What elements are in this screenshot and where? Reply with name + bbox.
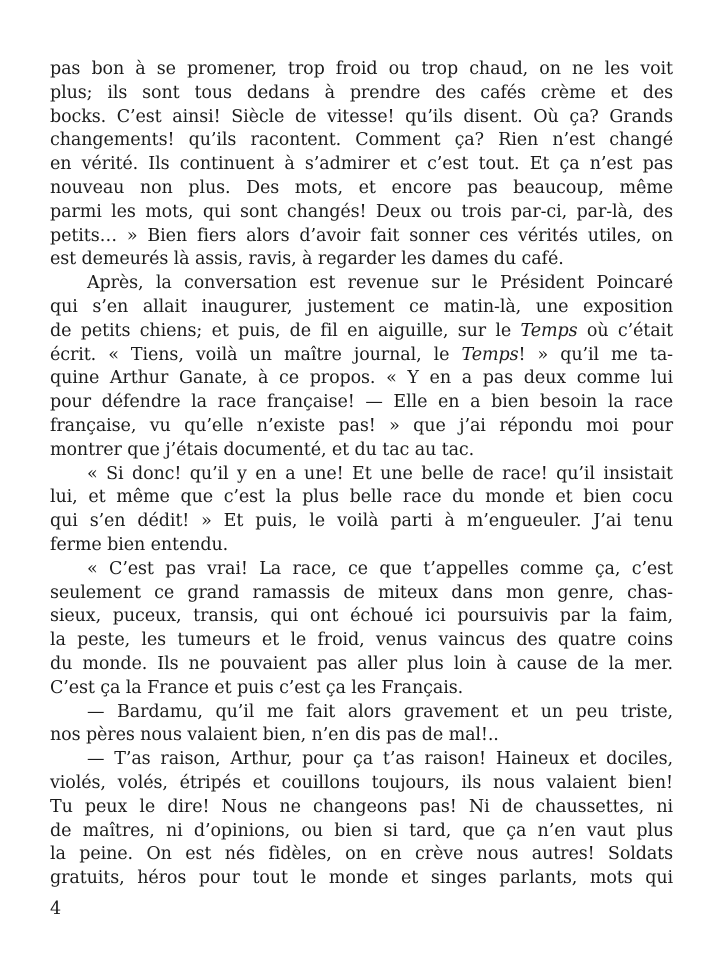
text-line: changements! qu’ils racontent. Comment ça? Rien n’est changé — [50, 130, 673, 151]
text-line: en vérité. Ils continuent à s’admirer et c’est tout. Et ça n’est pas — [50, 154, 673, 175]
text-line: gratuits, héros pour tout le monde et singes parlants, mots qui — [50, 868, 673, 889]
text-line: ferme bien entendu. — [50, 534, 229, 555]
page-number: 4 — [50, 899, 62, 919]
text-line: lui, et même que c’est la plus belle race du monde et bien cocu — [50, 487, 673, 508]
page-body — [50, 58, 673, 891]
text-line: Après, la conversation est revenue sur le Président Poincaré — [87, 273, 673, 294]
text-line: — T’as raison, Arthur, pour ça t’as raison! Haineux et dociles, — [87, 749, 673, 770]
text-line: « C’est pas vrai! La race, ce que t’appelles comme ça, c’est — [87, 558, 673, 579]
text-line: qui s’en dédit! » Et puis, le voilà parti à m’engueuler. J’ai tenu — [50, 511, 673, 532]
text-line: parmi les mots, qui sont changés! Deux ou trois par-ci, par-là, des — [50, 201, 673, 222]
text-line: plus; ils sont tous dedans à prendre des cafés crème et des — [50, 82, 673, 103]
text-line: du monde. Ils ne pouvaient pas aller plus loin à cause de la mer. — [50, 653, 673, 674]
text-line: pas bon à se promener, trop froid ou trop chaud, on ne les voit — [50, 59, 673, 79]
text-line: nos pères nous valaient bien, n’en dis pas de mal!.. — [50, 725, 499, 746]
text-line: sieux, puceux, transis, qui ont échoué ici poursuivis par la faim, — [50, 606, 673, 627]
text-line: quine Arthur Ganate, à ce propos. « Y en a pas deux comme lui — [50, 368, 673, 389]
text-line: montrer que j’étais documenté, et du tac au tac. — [50, 439, 475, 460]
text-line: est demeurés là assis, ravis, à regarder les dames du café. — [50, 249, 564, 270]
text-line: de maîtres, ni d’opinions, ou bien si tard, que ça n’en vaut plus — [50, 820, 673, 841]
text-line: C’est ça la France et puis c’est ça les Français. — [50, 677, 464, 698]
text-line: qui s’en allait inaugurer, justement ce matin-là, une exposition — [50, 296, 673, 317]
newspaper-title: Temps — [461, 344, 519, 365]
text-line: la peine. On est nés fidèles, on en crève nous autres! Soldats — [50, 844, 673, 865]
text-line: la peste, les tumeurs et le froid, venus vaincus des quatre coins — [50, 630, 673, 651]
text-line: nouveau non plus. Des mots, et encore pas beaucoup, même — [50, 177, 673, 198]
text-line: Tu peux le dire! Nous ne changeons pas! Ni de chaussettes, ni — [50, 796, 673, 817]
text-line: violés, volés, étripés et couillons toujours, ils nous valaient bien! — [50, 772, 673, 793]
text-line: petits… » Bien fiers alors d’avoir fait sonner ces vérités utiles, on — [50, 225, 673, 246]
text-line: — Bardamu, qu’il me fait alors gravement et un peu triste, — [87, 701, 673, 722]
text-line: pour défendre la race française! — Elle en a bien besoin la race — [50, 392, 673, 413]
text-line: « Si donc! qu’il y en a une! Et une belle de race! qu’il insistait — [87, 463, 673, 484]
text-line: écrit. « Tiens, voilà un maître journal, le Temps! » qu’il me ta- — [50, 344, 673, 365]
text-line: bocks. C’est ainsi! Siècle de vitesse! qu’ils disent. Où ça? Grands — [50, 106, 673, 127]
text-line: seulement ce grand ramassis de miteux dans mon genre, chas- — [50, 582, 673, 603]
text-line: de petits chiens; et puis, de fil en aiguille, sur le Temps où c’était — [50, 320, 673, 341]
text-line: française, vu qu’elle n’existe pas! » que j’ai répondu moi pour — [50, 415, 673, 436]
newspaper-title: Temps — [520, 320, 578, 341]
